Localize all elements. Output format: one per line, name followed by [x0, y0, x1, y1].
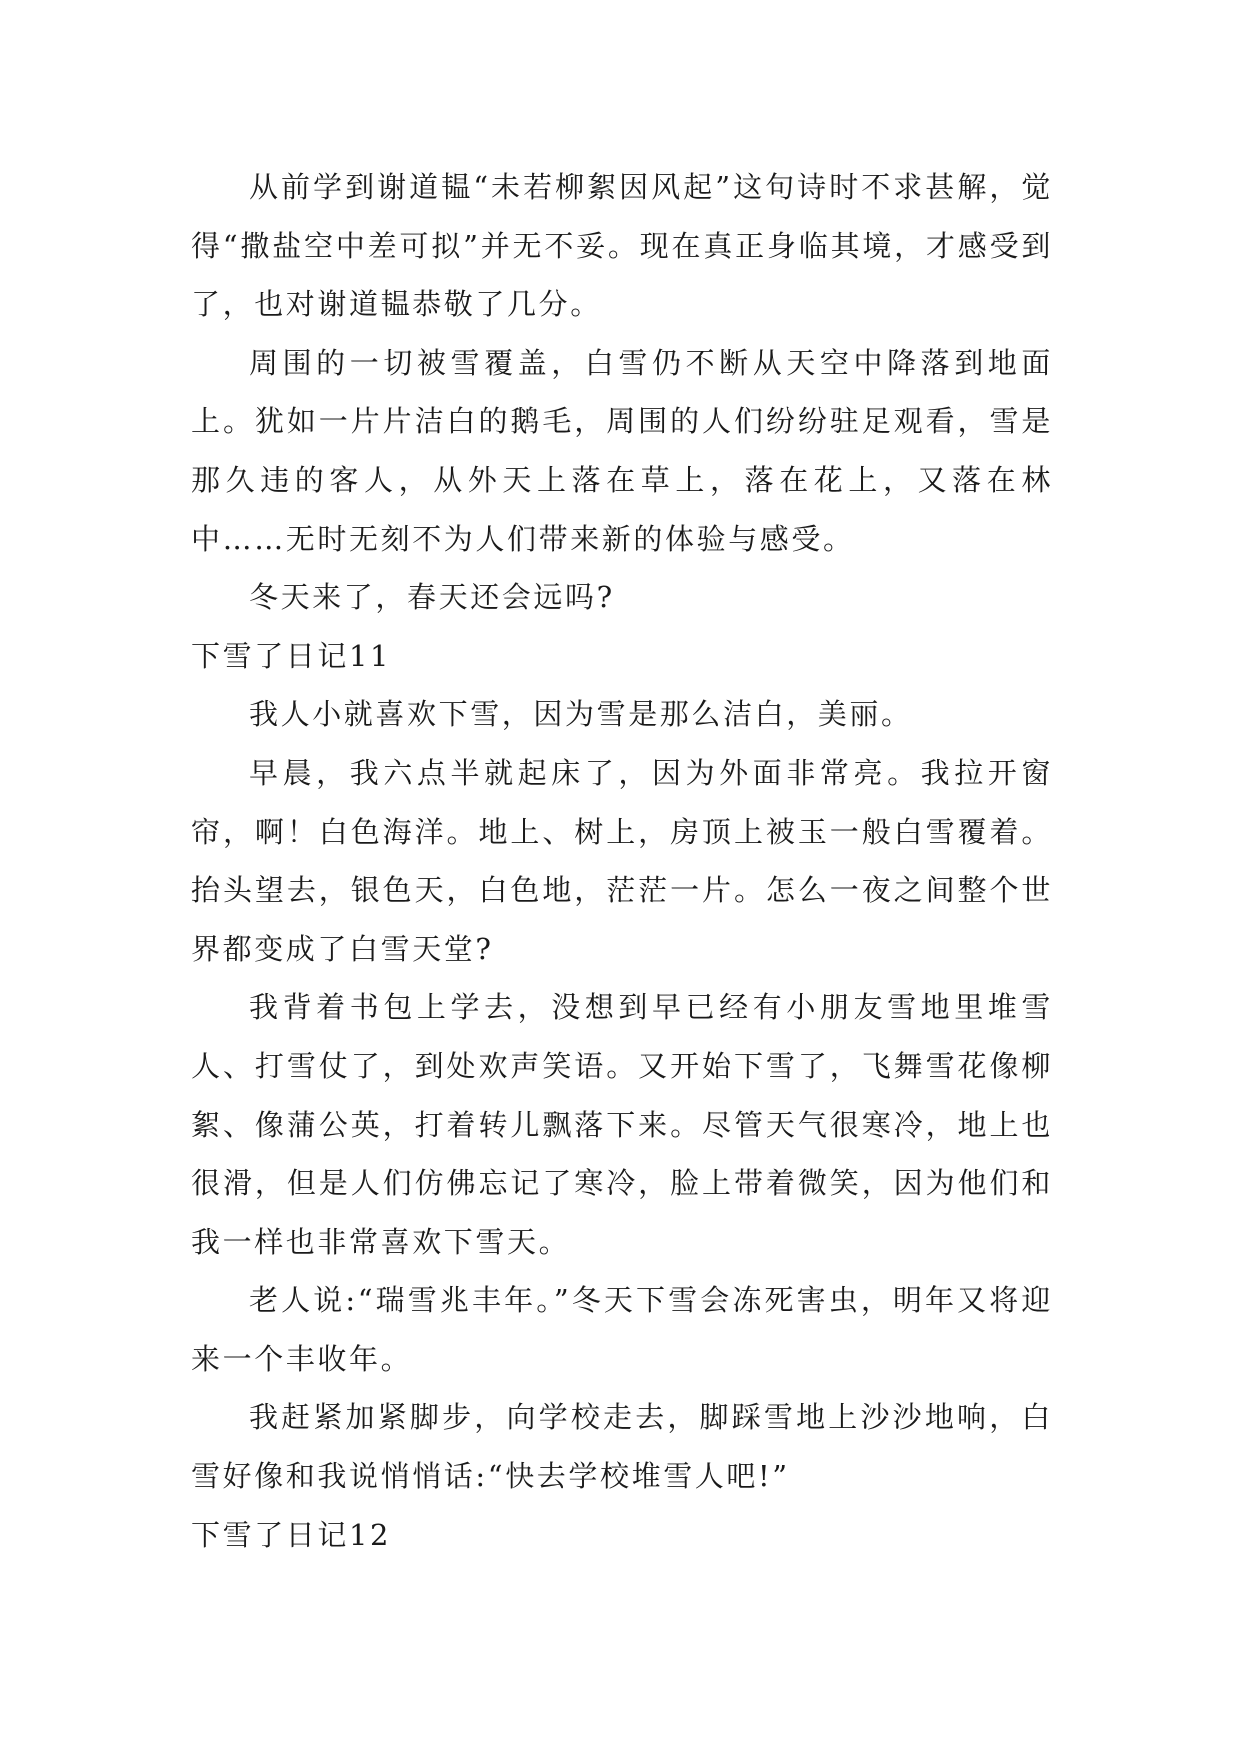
paragraph: 早晨，我六点半就起床了，因为外面非常亮。我拉开窗帘，啊！白色海洋。地上、树上，房顶上被玉一般白雪覆着。抬头望去，银色天，白色地，茫茫一片。怎么一夜之间整个世界都变成了白雪天堂?	[191, 755, 1053, 966]
paragraph: 老人说:“瑞雪兆丰年。”冬天下雪会冻死害虫，明年又将迎来一个丰收年。	[191, 1283, 1053, 1376]
document-body	[191, 158, 1053, 1564]
paragraph: 从前学到谢道韫“未若柳絮因风起”这句诗时不求甚解，觉得“撒盐空中差可拟”并无不妥。现在真正身临其境，才感受到了，也对谢道韫恭敬了几分。	[191, 170, 1053, 322]
section-heading: 下雪了日记11	[191, 638, 392, 673]
paragraph: 我人小就喜欢下雪，因为雪是那么洁白，美丽。	[249, 697, 913, 732]
paragraph: 我背着书包上学去，没想到早已经有小朋友雪地里堆雪人、打雪仗了，到处欢声笑语。又开始下雪了，飞舞雪花像柳絮、像蒲公英，打着转儿飘落下来。尽管天气很寒冷，地上也很滑，但是人们仿佛忘记了寒冷，脸上带着微笑，因为他们和我一样也非常喜欢下雪天。	[191, 990, 1053, 1259]
paragraph: 冬天来了，春天还会远吗?	[249, 580, 615, 615]
paragraph: 我赶紧加紧脚步，向学校走去，脚踩雪地上沙沙地响，白雪好像和我说悄悄话:“快去学校堆雪人吧!”	[191, 1400, 1053, 1494]
section-heading: 下雪了日记12	[191, 1517, 392, 1552]
paragraph: 周围的一切被雪覆盖，白雪仍不断从天空中降落到地面上。犹如一片片洁白的鹅毛，周围的人们纷纷驻足观看，雪是那久违的客人，从外天上落在草上，落在花上，又落在林中……无时无刻不为人们带来新的体验与感受。	[191, 345, 1053, 556]
